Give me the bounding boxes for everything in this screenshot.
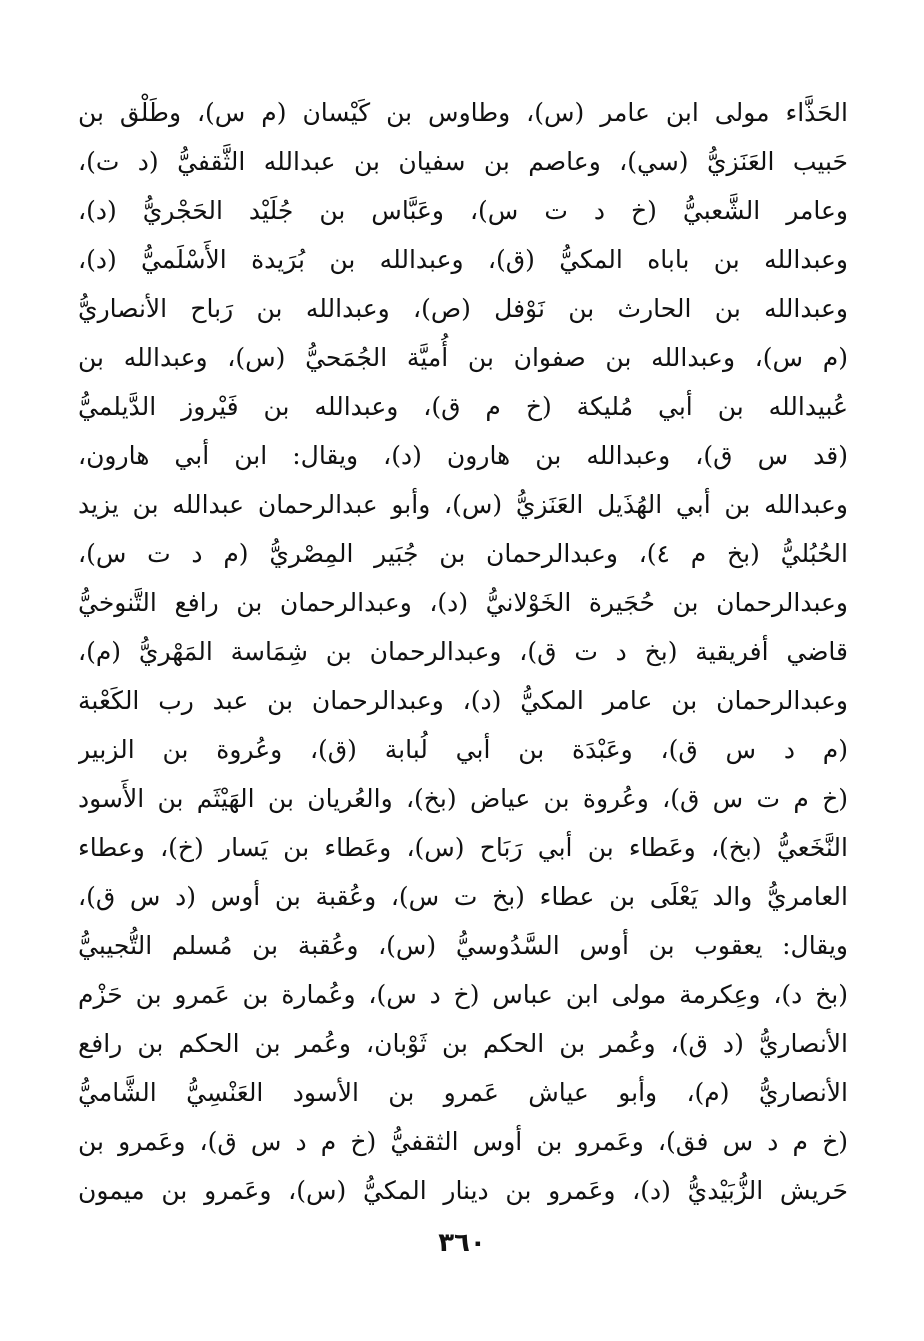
text-line-8: (قد س ق)، وعبدالله بن هارون (د)، ويقال: ابن أبي هارون، [78,441,848,470]
text-line-1: الحَذَّاء مولى ابن عامر (س)، وطاوس بن كَيْسان (م س)، وطَلْق بن [78,98,848,127]
text-line-18: ويقال: يعقوب بن أوس السَّدُوسيُّ (س)، وعُقبة بن مُسلم التُّجيبيُّ [78,931,848,960]
text-line-10: الحُبُليُّ (بخ م ٤)، وعبدالرحمان بن جُبَير المِصْريُّ (م د ت س)، [78,539,848,568]
text-line-3: وعامر الشَّعبيُّ (خ د ت س)، وعَبَّاس بن جُلَيْد الحَجْريُّ (د)، [78,196,848,225]
text-body [78,88,848,1215]
text-line-21: الأنصاريُّ (م)، وأبو عياش عَمرو بن الأسود العَنْسِيُّ الشَّاميُّ [78,1078,848,1107]
text-line-2: حَبيب العَنَزيُّ (سي)، وعاصم بن سفيان بن عبدالله الثَّقفيُّ (د ت)، [78,147,848,176]
text-line-7: عُبيدالله بن أبي مُليكة (خ م ق)، وعبدالله بن فَيْروز الدَّيلميُّ [78,392,848,421]
text-line-20: الأنصاريُّ (د ق)، وعُمر بن الحكم بن ثَوْبان، وعُمر بن الحكم بن رافع [78,1029,848,1058]
text-line-4: وعبدالله بن باباه المكيُّ (ق)، وعبدالله بن بُرَيدة الأَسْلَميُّ (د)، [78,245,848,274]
text-line-5: وعبدالله بن الحارث بن نَوْفل (ص)، وعبدالله بن رَباح الأنصاريُّ [78,294,848,323]
text-line-16: النَّخَعيُّ (بخ)، وعَطاء بن أبي رَبَاح (س)، وعَطاء بن يَسار (خ)، وعطاء [78,833,848,862]
text-line-23: حَريش الزُّبَيْديُّ (د)، وعَمرو بن دينار المكيُّ (س)، وعَمرو بن ميمون [78,1176,848,1205]
text-line-19: (بخ د)، وعِكرمة مولى ابن عباس (خ د س)، وعُمارة بن عَمرو بن حَزْم [78,980,848,1009]
text-line-17: العامريُّ والد يَعْلَى بن عطاء (بخ ت س)، وعُقبة بن أوس (د س ق)، [78,882,848,911]
text-line-22: (خ م د س فق)، وعَمرو بن أوس الثقفيُّ (خ م د س ق)، وعَمرو بن [78,1127,848,1156]
page-number: ٣٦٠ [438,1228,486,1258]
text-line-14: (م د س ق)، وعَبْدَة بن أبي لُبابة (ق)، وعُروة بن الزبير [78,735,848,764]
text-line-12: قاضي أفريقية (بخ د ت ق)، وعبدالرحمان بن شِمَاسة المَهْريُّ (م)، [78,637,848,666]
text-line-11: وعبدالرحمان بن حُجَيرة الخَوْلانيُّ (د)، وعبدالرحمان بن رافع التَّنوخيُّ [78,588,848,617]
text-line-13: وعبدالرحمان بن عامر المكيُّ (د)، وعبدالرحمان بن عبد رب الكَعْبة [78,686,848,715]
text-line-9: وعبدالله بن أبي الهُذَيل العَنَزيُّ (س)، وأبو عبدالرحمان عبدالله بن يزيد [78,490,848,519]
text-line-6: (م س)، وعبدالله بن صفوان بن أُميَّة الجُمَحيُّ (س)، وعبدالله بن [78,343,848,372]
text-line-15: (خ م ت س ق)، وعُروة بن عياض (بخ)، والعُريان بن الهَيْثَم بن الأَسود [78,784,848,813]
